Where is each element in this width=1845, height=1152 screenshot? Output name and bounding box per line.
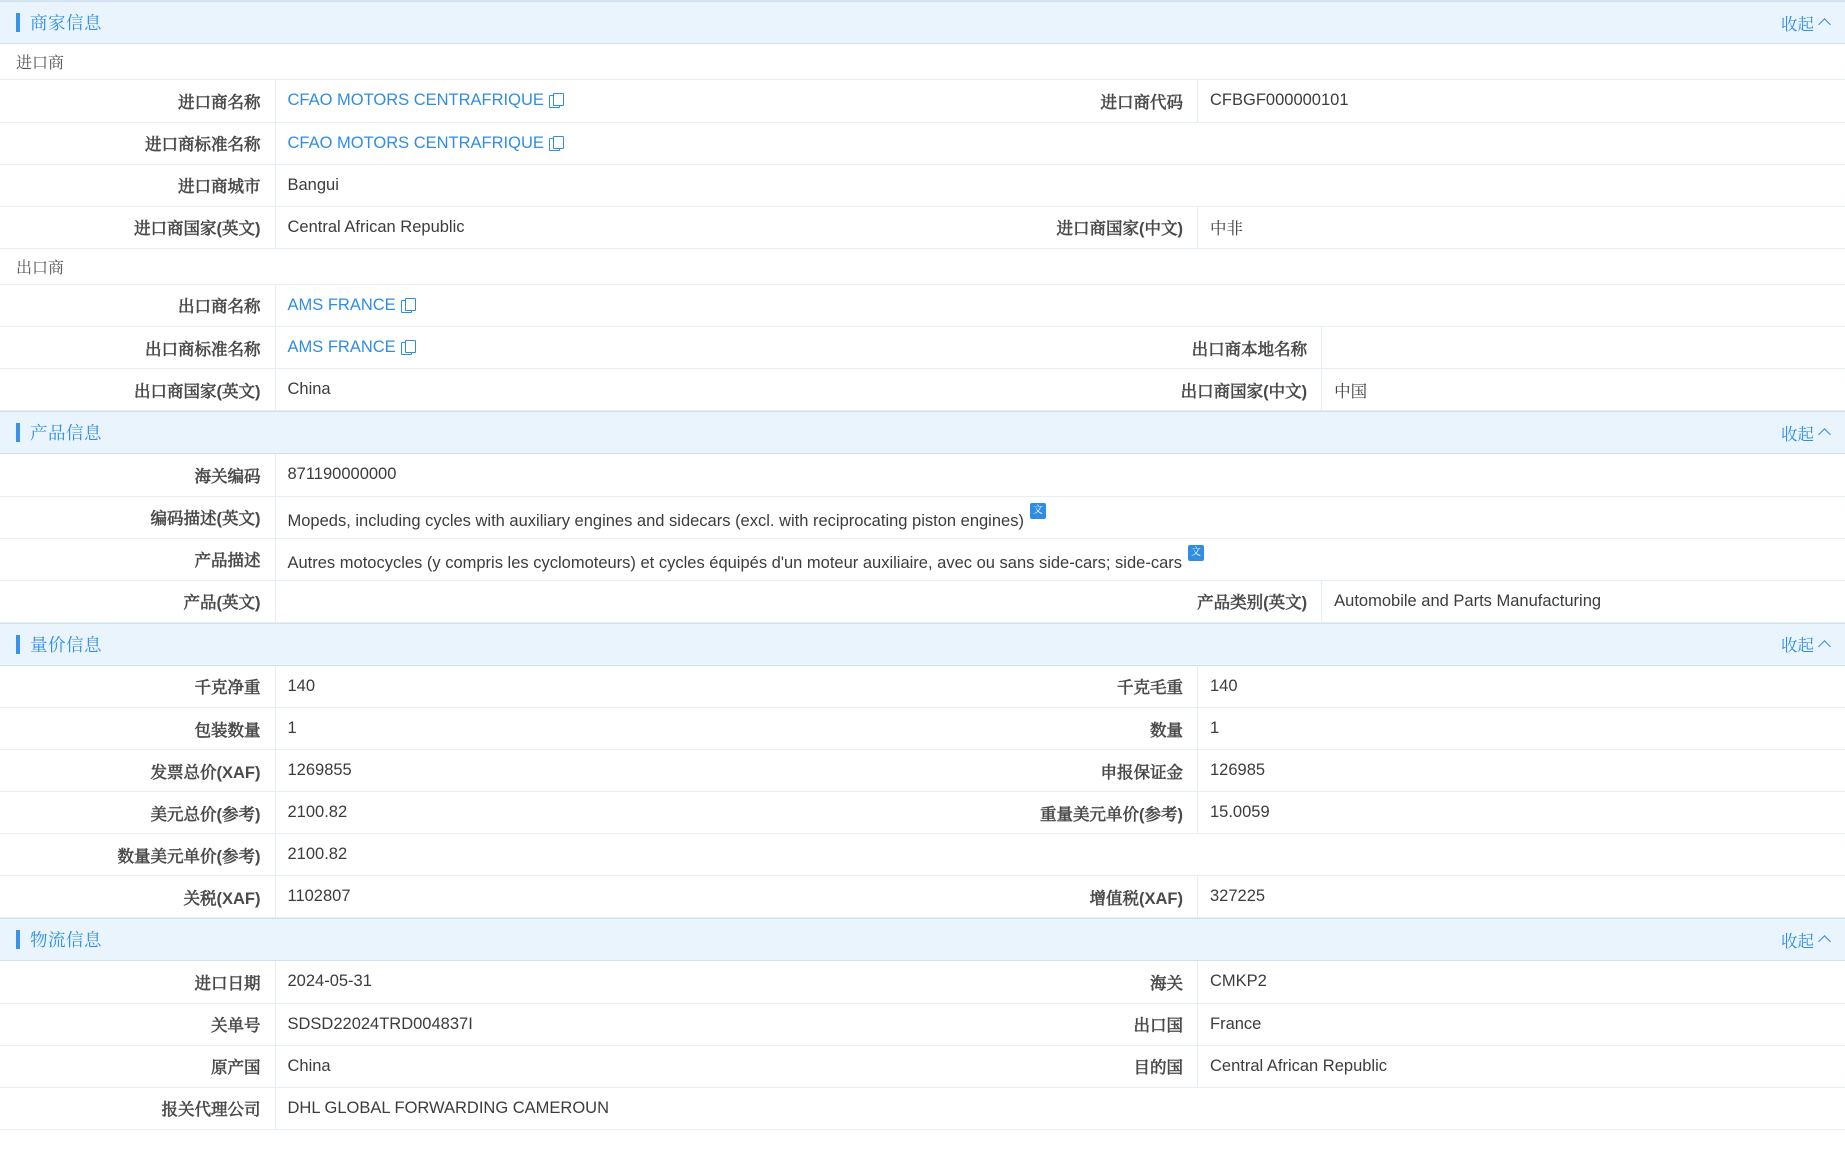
collapse-label: 收起 bbox=[1781, 15, 1814, 34]
field-label: 出口商名称 bbox=[0, 285, 275, 327]
field-value bbox=[275, 708, 923, 750]
detail-table bbox=[0, 961, 1845, 1130]
field-label: 进口商名称 bbox=[0, 80, 275, 122]
value-link[interactable]: CFAO MOTORS CENTRAFRIQUE bbox=[287, 133, 544, 152]
value-text: 1 bbox=[287, 719, 297, 737]
value-text: SDSD22024TRD004837I bbox=[287, 1014, 473, 1033]
field-label: 出口商国家(中文) bbox=[798, 369, 1321, 411]
table-row bbox=[0, 580, 1845, 622]
field-label: 重量美元单价(参考) bbox=[923, 792, 1198, 834]
field-label: 海关 bbox=[923, 961, 1198, 1003]
field-label: 千克毛重 bbox=[923, 666, 1198, 708]
field-value bbox=[275, 369, 798, 411]
field-label: 包装数量 bbox=[0, 708, 275, 750]
value-link[interactable]: CFAO MOTORS CENTRAFRIQUE bbox=[287, 91, 544, 110]
value-text: 1269855 bbox=[287, 761, 352, 779]
collapse-label: 收起 bbox=[1781, 637, 1814, 655]
table-row bbox=[0, 496, 1845, 538]
section-title: 产品信息 bbox=[30, 423, 102, 443]
table-row bbox=[0, 285, 1845, 327]
collapse-label: 收起 bbox=[1781, 932, 1814, 951]
table-row bbox=[0, 80, 1845, 122]
field-label: 海关编码 bbox=[0, 454, 275, 496]
field-value bbox=[275, 164, 1845, 206]
field-label: 目的国 bbox=[923, 1045, 1198, 1087]
section-title-wrap bbox=[0, 919, 102, 960]
field-value bbox=[275, 496, 1845, 538]
accent-bar bbox=[16, 930, 20, 949]
field-label: 进口商国家(中文) bbox=[923, 206, 1198, 248]
table-row bbox=[0, 1003, 1845, 1045]
field-value bbox=[275, 206, 923, 248]
section-title: 物流信息 bbox=[30, 930, 102, 950]
field-value bbox=[275, 285, 1845, 327]
translate-icon[interactable]: 文A bbox=[1188, 545, 1204, 561]
field-value bbox=[1322, 580, 1845, 622]
accent-bar bbox=[16, 423, 20, 442]
collapse-toggle-logistics[interactable] bbox=[1781, 928, 1829, 952]
table-row bbox=[0, 538, 1845, 580]
field-label: 申报保证金 bbox=[923, 750, 1198, 792]
collapse-toggle-product[interactable] bbox=[1781, 421, 1829, 445]
table-row bbox=[0, 454, 1845, 496]
field-label: 产品类别(英文) bbox=[798, 580, 1321, 622]
detail-table bbox=[0, 666, 1845, 919]
copy-icon[interactable] bbox=[401, 340, 414, 354]
value-text: Mopeds, including cycles with auxiliary engines and sidecars (excl. with reciprocating piston engines) bbox=[287, 512, 1024, 530]
value-text: Bangui bbox=[287, 175, 339, 194]
field-value bbox=[275, 538, 1845, 580]
field-label: 进口商代码 bbox=[923, 80, 1198, 122]
table-row bbox=[0, 164, 1845, 206]
section-header-merchant bbox=[0, 1, 1845, 44]
collapse-toggle-quantity-price[interactable] bbox=[1781, 632, 1829, 656]
chevron-up-icon bbox=[1818, 935, 1831, 948]
field-label: 增值税(XAF) bbox=[923, 876, 1198, 918]
value-text: 140 bbox=[1210, 676, 1238, 695]
field-label: 数量美元单价(参考) bbox=[0, 834, 275, 876]
field-label: 进口商标准名称 bbox=[0, 122, 275, 164]
value-text: 2100.82 bbox=[287, 845, 348, 863]
value-text: 327225 bbox=[1210, 887, 1266, 905]
value-link[interactable]: AMS FRANCE bbox=[287, 338, 396, 356]
value-text: Central African Republic bbox=[1210, 1056, 1388, 1075]
field-value bbox=[1198, 1003, 1845, 1045]
detail-table bbox=[0, 454, 1845, 623]
section-header-logistics bbox=[0, 918, 1845, 961]
section-title: 量价信息 bbox=[30, 634, 102, 655]
value-text: 中非 bbox=[1210, 220, 1243, 238]
table-row bbox=[0, 792, 1845, 834]
accent-bar bbox=[16, 635, 20, 654]
field-label: 关税(XAF) bbox=[0, 876, 275, 918]
accent-bar bbox=[16, 13, 20, 32]
field-value bbox=[1322, 327, 1845, 369]
copy-icon[interactable] bbox=[549, 93, 562, 107]
chevron-up-icon bbox=[1818, 18, 1831, 31]
field-label: 数量 bbox=[923, 708, 1198, 750]
field-value bbox=[1198, 666, 1845, 708]
field-value bbox=[1322, 369, 1845, 411]
copy-icon[interactable] bbox=[401, 298, 414, 312]
section-header-quantity-price bbox=[0, 623, 1845, 666]
field-label: 进口日期 bbox=[0, 961, 275, 1003]
value-text: DHL GLOBAL FORWARDING CAMEROUN bbox=[287, 1098, 609, 1117]
group-label: 进口商 bbox=[0, 44, 1845, 80]
table-row bbox=[0, 327, 1845, 369]
field-value bbox=[275, 792, 923, 834]
field-value bbox=[275, 834, 1845, 876]
field-label: 出口国 bbox=[923, 1003, 1198, 1045]
value-text: 中国 bbox=[1334, 382, 1368, 401]
value-link[interactable]: AMS FRANCE bbox=[287, 295, 396, 314]
value-text: Central African Republic bbox=[287, 217, 465, 236]
value-text: France bbox=[1210, 1014, 1262, 1033]
field-value bbox=[275, 961, 923, 1003]
field-value bbox=[1198, 792, 1845, 834]
field-value bbox=[1198, 750, 1845, 792]
copy-icon[interactable] bbox=[549, 136, 562, 150]
field-value bbox=[275, 1045, 923, 1087]
table-row bbox=[0, 876, 1845, 918]
field-value bbox=[1198, 961, 1845, 1003]
field-label: 发票总价(XAF) bbox=[0, 750, 275, 792]
field-value bbox=[275, 876, 923, 918]
section-title-wrap bbox=[0, 624, 102, 665]
value-text: 871190000000 bbox=[287, 465, 397, 484]
table-row bbox=[0, 206, 1845, 248]
field-label: 进口商城市 bbox=[0, 164, 275, 206]
value-text: Autres motocycles (y compris les cyclomoteurs) et cycles équipés d'un moteur auxiliaire, avec ou sans side-cars; side-cars bbox=[287, 554, 1182, 572]
field-label: 原产国 bbox=[0, 1045, 275, 1087]
field-label: 美元总价(参考) bbox=[0, 792, 275, 834]
group-label: 出口商 bbox=[0, 249, 1845, 285]
value-text: 126985 bbox=[1210, 761, 1266, 779]
field-value bbox=[275, 1003, 923, 1045]
field-label: 编码描述(英文) bbox=[0, 496, 275, 538]
field-value bbox=[275, 122, 1845, 164]
value-text: China bbox=[287, 1056, 331, 1075]
field-label: 出口商国家(英文) bbox=[0, 369, 275, 411]
value-text: 15.0059 bbox=[1210, 803, 1270, 821]
field-value bbox=[275, 750, 923, 792]
value-text: 1102807 bbox=[287, 887, 351, 905]
translate-icon[interactable]: 文A bbox=[1030, 503, 1046, 519]
table-row bbox=[0, 708, 1845, 750]
value-text: CMKP2 bbox=[1210, 972, 1267, 991]
field-value bbox=[1198, 708, 1845, 750]
field-value bbox=[275, 327, 798, 369]
value-text: 2100.82 bbox=[287, 803, 348, 821]
field-value bbox=[1198, 876, 1845, 918]
value-text: 1 bbox=[1210, 719, 1220, 737]
table-row bbox=[0, 122, 1845, 164]
chevron-up-icon bbox=[1818, 428, 1831, 441]
field-label: 进口商国家(英文) bbox=[0, 206, 275, 248]
field-value bbox=[1198, 80, 1845, 122]
table-row bbox=[0, 369, 1845, 411]
field-label: 关单号 bbox=[0, 1003, 275, 1045]
value-text: 2024-05-31 bbox=[287, 972, 372, 991]
collapse-label: 收起 bbox=[1781, 425, 1814, 444]
value-text: 140 bbox=[287, 676, 316, 695]
detail-table bbox=[0, 80, 1845, 249]
field-label: 出口商本地名称 bbox=[798, 327, 1321, 369]
field-value bbox=[275, 1087, 1845, 1129]
field-value bbox=[1198, 206, 1845, 248]
field-label: 产品(英文) bbox=[0, 580, 275, 622]
field-label: 产品描述 bbox=[0, 538, 275, 580]
chevron-up-icon bbox=[1818, 640, 1831, 653]
section-header-product bbox=[0, 411, 1845, 454]
field-value bbox=[275, 80, 923, 122]
table-row bbox=[0, 1045, 1845, 1087]
table-row bbox=[0, 666, 1845, 708]
field-value bbox=[275, 666, 923, 708]
field-value bbox=[1198, 1045, 1845, 1087]
field-value bbox=[275, 580, 798, 622]
section-title: 商家信息 bbox=[30, 13, 102, 33]
section-title-wrap bbox=[0, 412, 102, 453]
value-text: Automobile and Parts Manufacturing bbox=[1334, 591, 1602, 610]
table-row bbox=[0, 961, 1845, 1003]
table-row bbox=[0, 834, 1845, 876]
section-title-wrap bbox=[0, 2, 102, 43]
field-label: 报关代理公司 bbox=[0, 1087, 275, 1129]
table-row bbox=[0, 1087, 1845, 1129]
table-row bbox=[0, 750, 1845, 792]
collapse-toggle-merchant[interactable] bbox=[1781, 11, 1829, 35]
field-value bbox=[275, 454, 1845, 496]
field-label: 千克净重 bbox=[0, 666, 275, 708]
field-label: 出口商标准名称 bbox=[0, 327, 275, 369]
value-text: China bbox=[287, 380, 331, 398]
detail-table bbox=[0, 285, 1845, 412]
value-text: CFBGF000000101 bbox=[1210, 91, 1349, 110]
